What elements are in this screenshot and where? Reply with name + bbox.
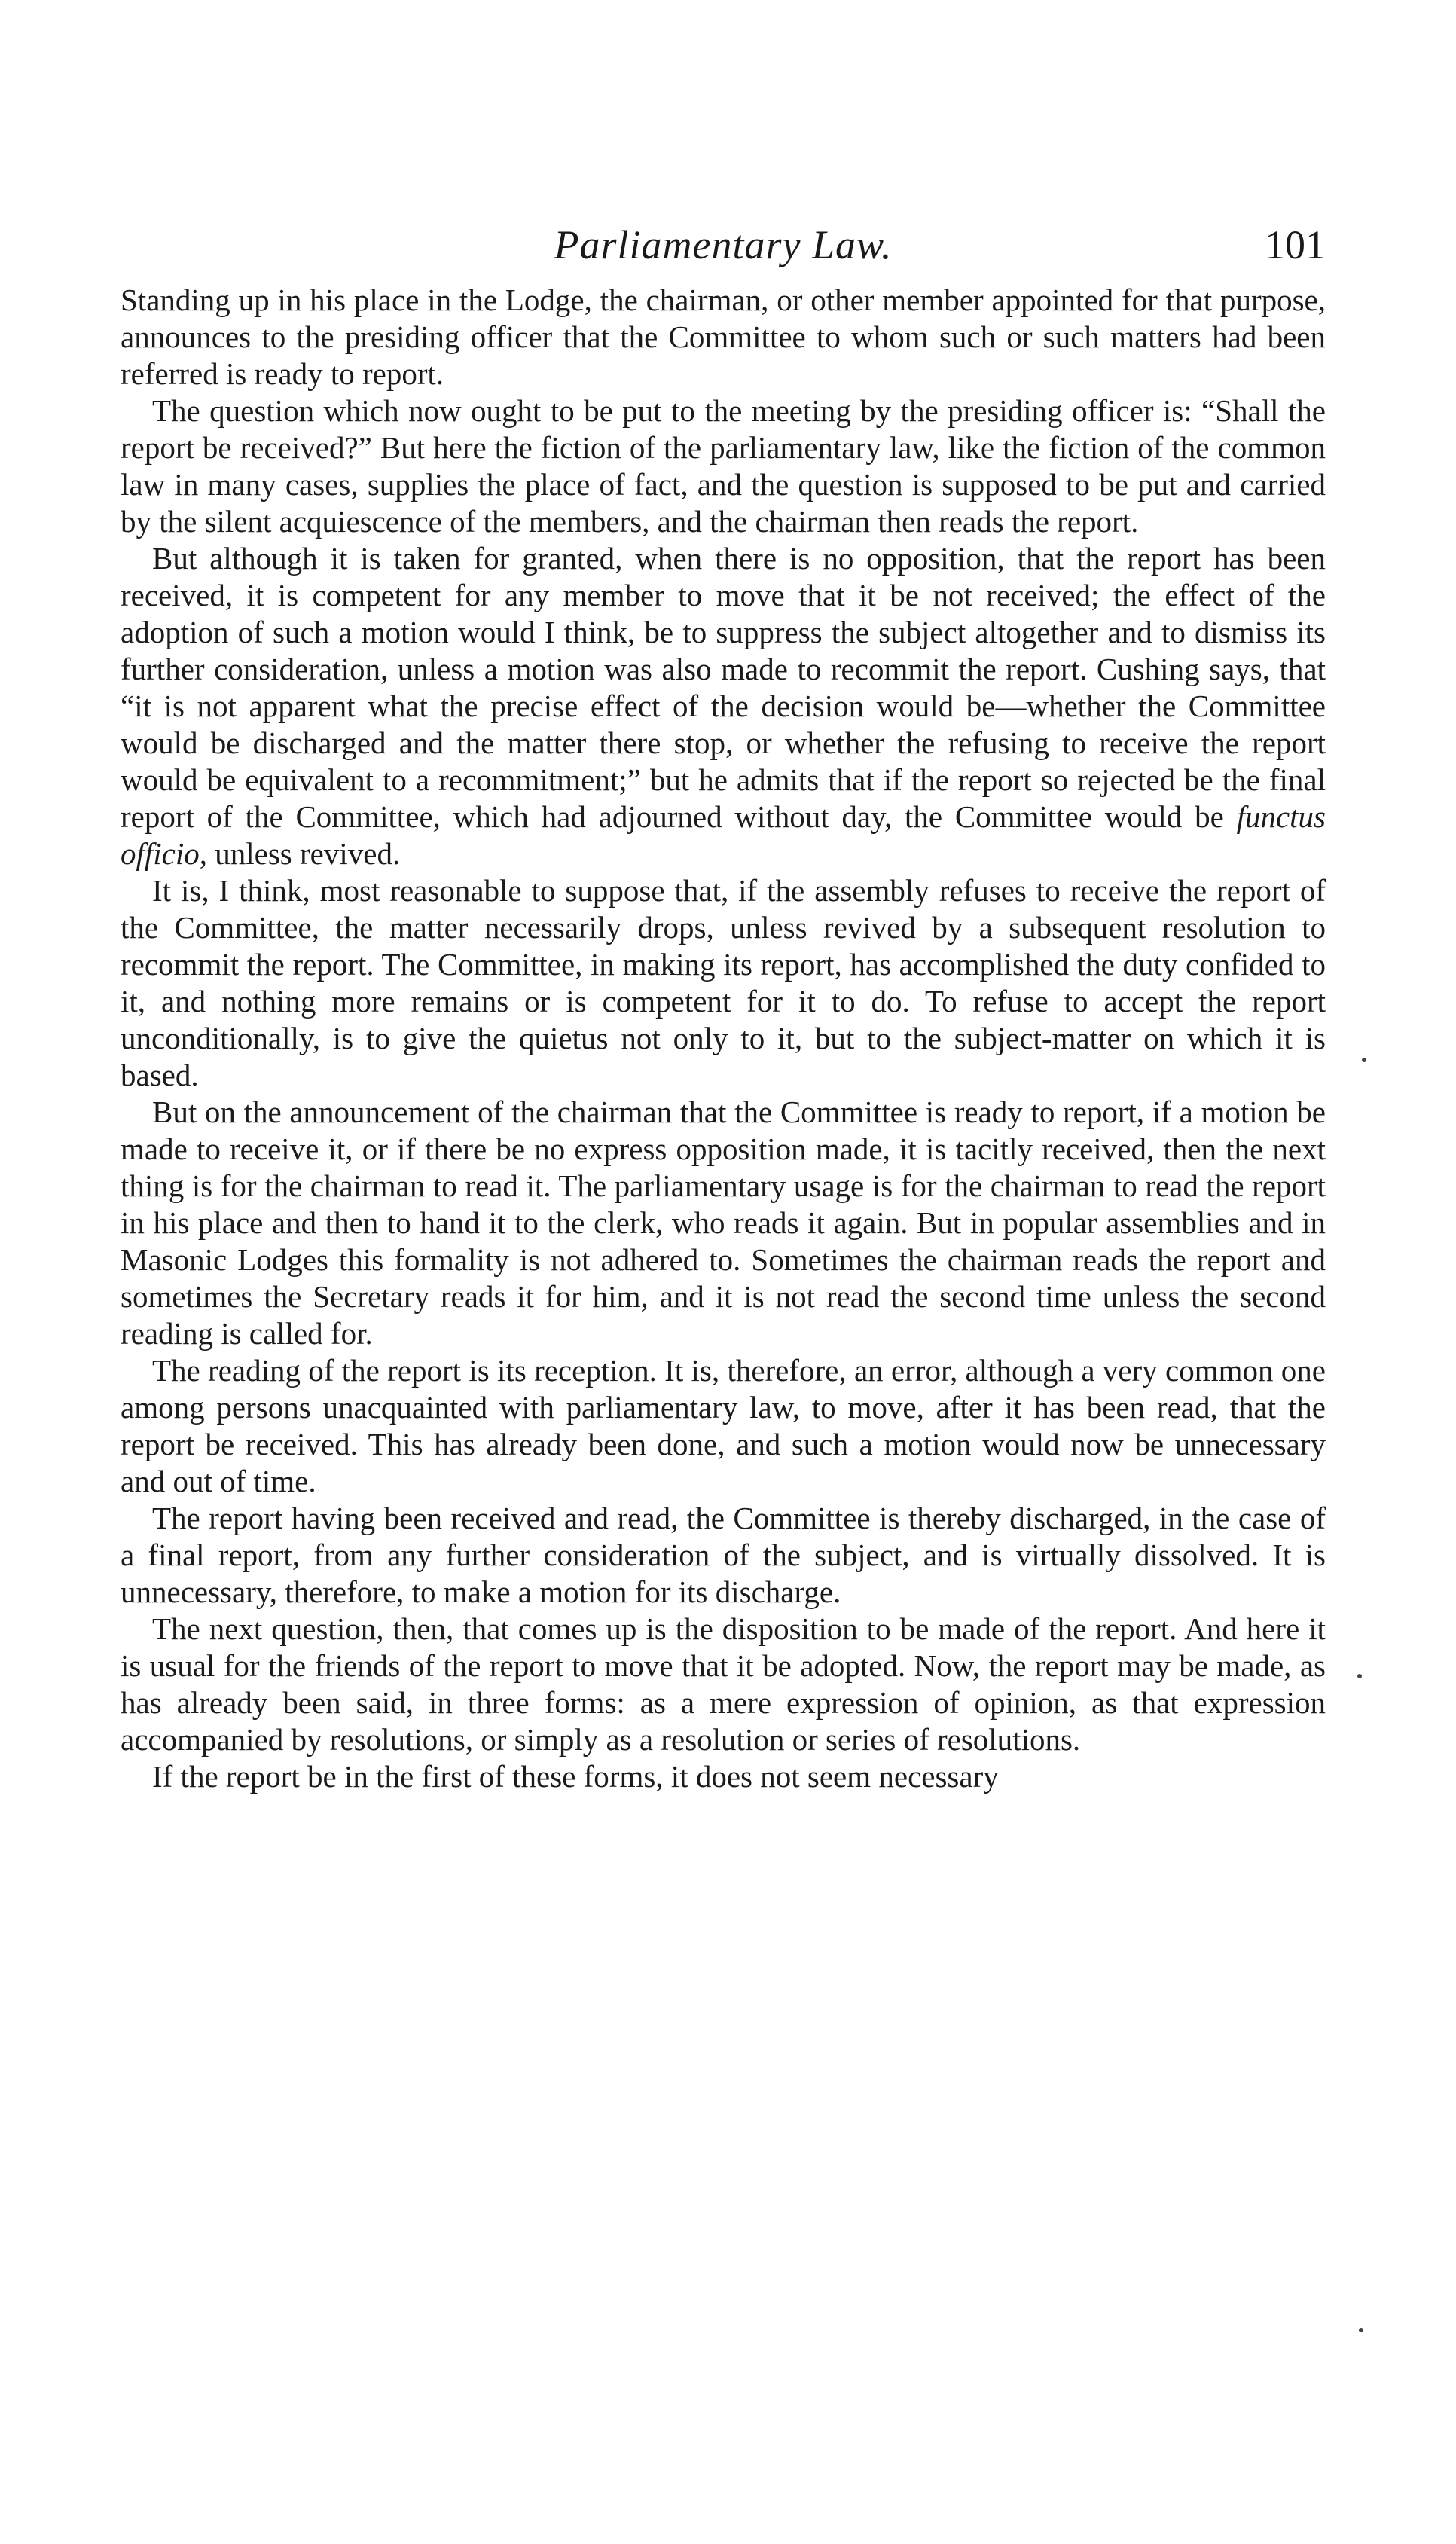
paragraph: The question which now ought to be put to the meeting by the presiding officer is: “Shall the report be received?” But here the fiction of the parliamentary law, like the fiction of the common law in many cases, supplies the place of fact, and the question is supposed to be put and carried by the silent acquiescence of the members, and the chairman then reads the report. [121, 393, 1326, 539]
paragraph: But on the announcement of the chairman that the Committee is ready to report, if a motion be made to receive it, or if there be no express opposition made, it is tacitly received, then the next thing is for the chairman to read it. The parliamentary usage is for the chairman to read the report in his place and then to hand it to the clerk, who reads it again. But in popular assemblies and in Masonic Lodges this formality is not adhered to. Sometimes the chairman reads the report and sometimes the Secretary reads it for him, and it is not read the second time unless the second reading is called for. [121, 1095, 1326, 1351]
body-text [121, 282, 1326, 1795]
page-number: 101 [1265, 222, 1326, 267]
margin-speck [1357, 1674, 1362, 1678]
paragraph: If the report be in the first of these forms, it does not seem necessary [152, 1759, 999, 1794]
paragraph: The next question, then, that comes up is the disposition to be made of the report. And here it is usual for the friends of the report to move that it be adopted. Now, the report may be made, as has already been said, in three forms: as a mere expression of opinion, as that expression accompanied by resolutions, or simply as a resolution or series of resolutions. [121, 1611, 1326, 1757]
running-head [121, 218, 1326, 271]
paragraph-text: But although it is taken for granted, when there is no opposition, that the report has been received, it is competent for any member to move that it be not received; the effect of the adoption of such a motion would I think, be to suppress the subject altogether and to dismiss its further consideration, unless a motion was also made to recommit the report. Cushing says, that “it is not apparent what the precise effect of the decision would be—whether the Committee would be discharged and the matter there stop, or whether the refusing to receive the report would be equivalent to a recommitment;” but he admits that if the report so rejected be the final report of the Committee, which had adjourned without day, the Committee would be [121, 541, 1326, 834]
latin-phrase: functus officio [121, 799, 1326, 871]
paragraph: Standing up in his place in the Lodge, the chairman, or other member appointed for that purpose, announces to the presiding officer that the Committee to whom such or such matters had been referred is ready to report. [121, 282, 1326, 391]
paragraph: The reading of the report is its reception. It is, therefore, an error, although a very common one among persons unacquainted with parliamentary law, to move, after it has been read, that the report be received. This has already been done, and such a motion would now be unnecessary and out of time. [121, 1353, 1326, 1498]
margin-speck [1362, 1058, 1366, 1062]
paragraph [121, 540, 1326, 872]
margin-speck [1359, 2328, 1363, 2332]
running-title: Parliamentary Law. [554, 222, 893, 267]
paragraph: The report having been received and read, the Committee is thereby discharged, in the case of a final report, from any further consideration of the subject, and is virtually dissolved. It is unnecessary, therefore, to make a motion for its discharge. [121, 1501, 1326, 1609]
paragraph-text: , unless revived. [199, 836, 401, 871]
paragraph: It is, I think, most reasonable to suppose that, if the assembly refuses to receive the report of the Committee, the matter necessarily drops, unless revived by a subsequent resolution to recommit the report. The Committee, in making its report, has accomplished the duty confided to it, and nothing more remains or is competent for it to do. To refuse to accept the report unconditionally, is to give the quietus not only to it, but to the subject-matter on which it is based. [121, 873, 1326, 1092]
